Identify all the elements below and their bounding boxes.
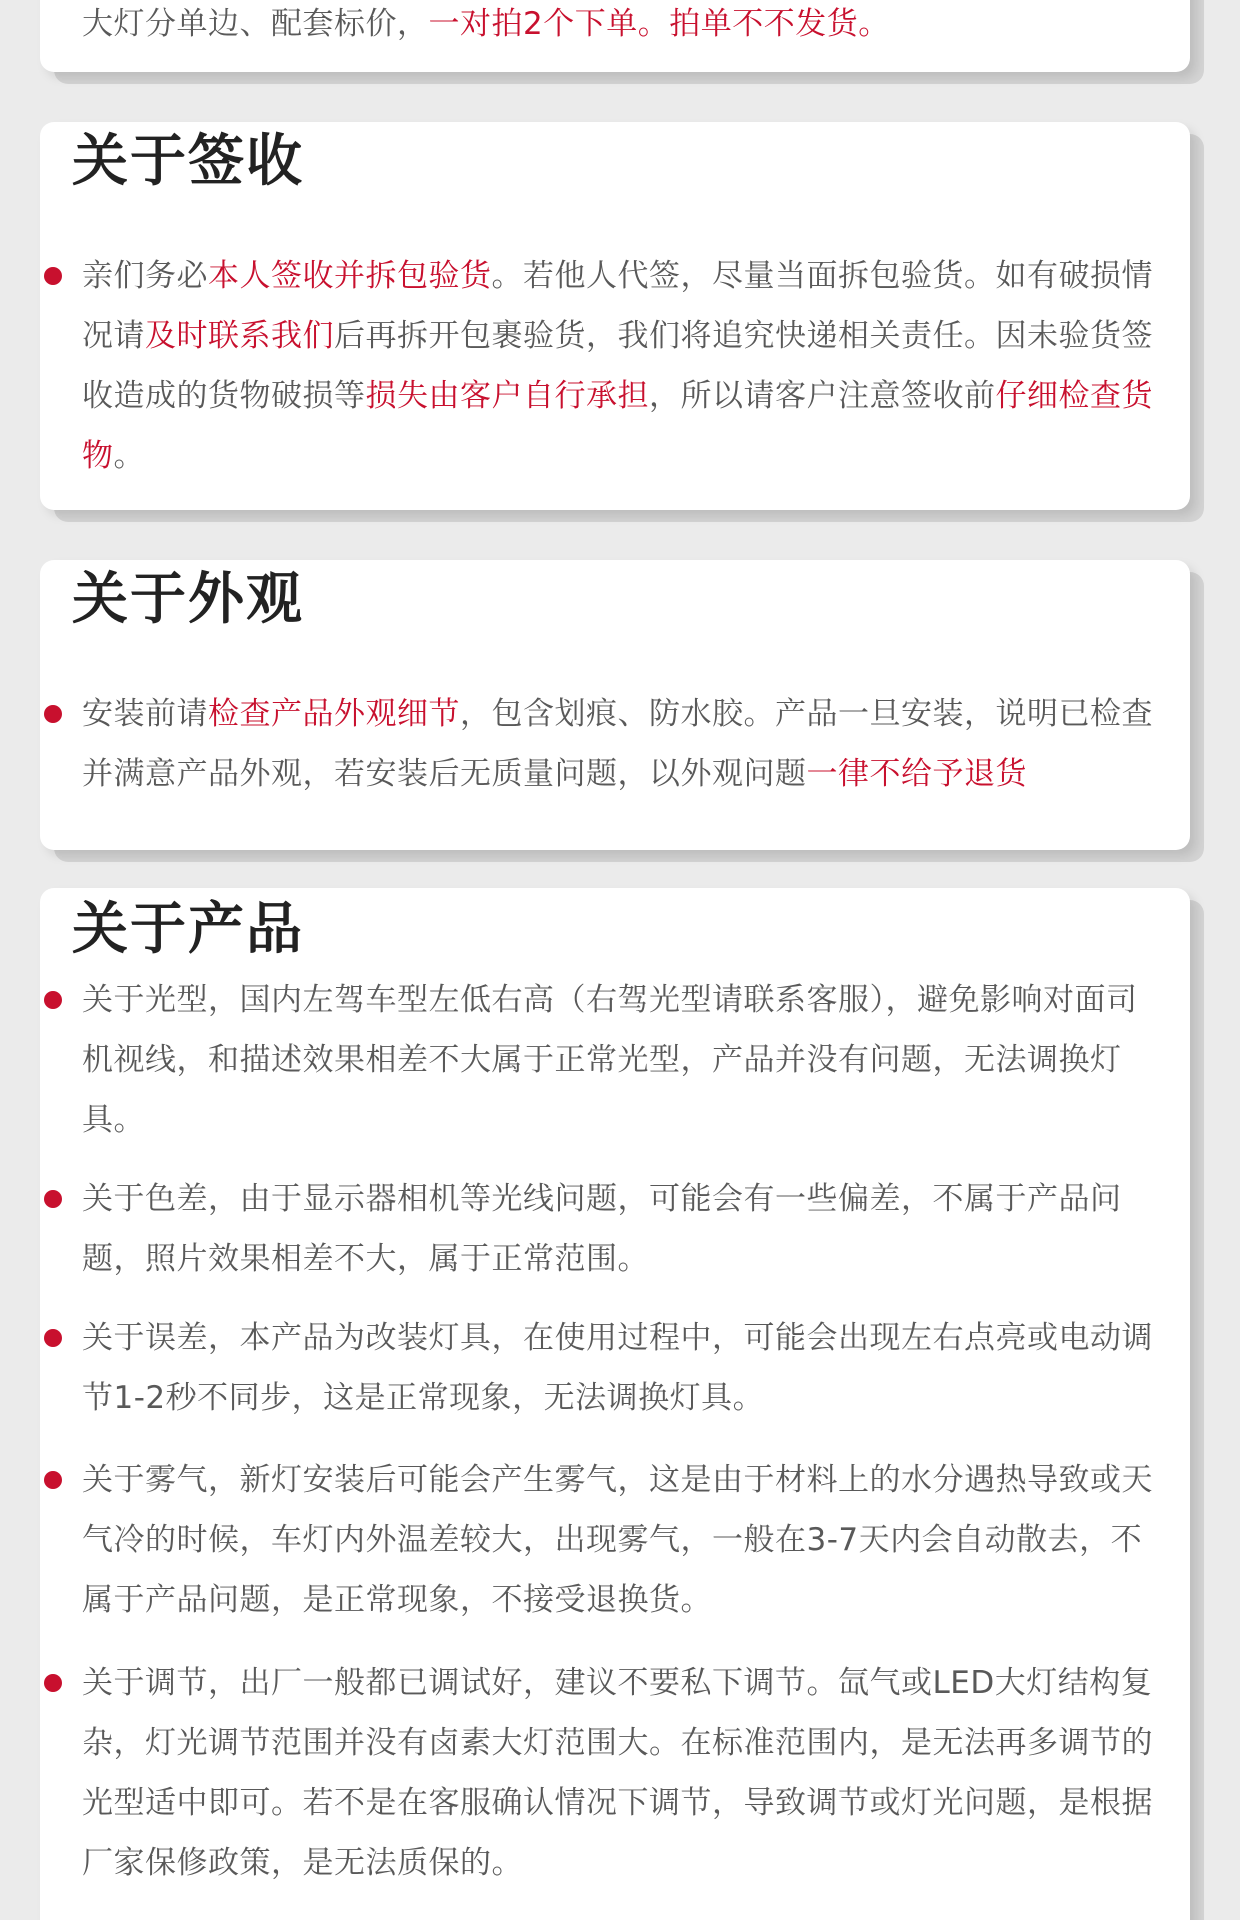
appearance-highlight-1: 检查产品外观细节 xyxy=(208,696,460,732)
product-item-color-difference xyxy=(82,1169,1162,1289)
product-item-fog xyxy=(82,1450,1162,1630)
bullet-dot-icon xyxy=(44,1329,62,1347)
product-item-text: 关于误差，本产品为改装灯具，在使用过程中，可能会出现左右点亮或电动调节1-2秒不同步，这是正常现象，无法调换灯具。 xyxy=(82,1320,1153,1416)
purchase-note-plain: 大灯分单边、配套标价， xyxy=(82,6,429,42)
appearance-section-title: 关于外观 xyxy=(72,567,304,632)
appearance-card xyxy=(40,560,1190,850)
sign-section-title: 关于签收 xyxy=(72,129,304,194)
sign-text-2: 。若他人代签，尽量当面拆包验货。如有破损情况请 xyxy=(82,258,1153,354)
sign-paragraph-text xyxy=(82,246,1162,486)
purchase-notice-card xyxy=(40,0,1190,72)
product-section-title: 关于产品 xyxy=(72,897,304,962)
product-item-light-pattern xyxy=(82,970,1162,1150)
sign-text-1: 亲们务必 xyxy=(82,258,208,294)
sign-text-5: 。 xyxy=(113,438,145,474)
sign-highlight-4: 仔细检查货物 xyxy=(82,378,1153,474)
bullet-dot-icon xyxy=(44,267,62,285)
product-item-adjustment xyxy=(82,1653,1162,1893)
purchase-note-highlight: 一对拍2个下单。拍单不不发货。 xyxy=(428,6,890,42)
appearance-highlight-2: 一律不给予退货 xyxy=(806,756,1027,792)
sign-highlight-3: 损失由客户自行承担 xyxy=(365,378,649,414)
bullet-dot-icon xyxy=(44,705,62,723)
bullet-dot-icon xyxy=(44,1471,62,1489)
appearance-text-2: ，包含划痕、防水胶。产品一旦安装，说明已检查并满意产品外观，若安装后无质量问题，以外观问题 xyxy=(82,696,1153,792)
product-card xyxy=(40,888,1190,1920)
product-item-text: 关于调节，出厂一般都已调试好，建议不要私下调节。氙气或LED大灯结构复杂，灯光调节范围并没有卤素大灯范围大。在标准范围内，是无法再多调节的光型适中即可。若不是在客服确认情况下调节，导致调节或灯光问题，是根据厂家保修政策，是无法质保的。 xyxy=(82,1665,1153,1881)
sign-paragraph xyxy=(82,246,1162,486)
appearance-paragraph xyxy=(82,684,1162,804)
sign-highlight-2: 及时联系我们 xyxy=(145,318,334,354)
sign-for-delivery-card xyxy=(40,122,1190,510)
sign-text-4: ，所以请客户注意签收前 xyxy=(649,378,996,414)
sign-text-3: 后再拆开包裹验货，我们将追究快递相关责任。因未验货签收造成的货物破损等 xyxy=(82,318,1153,414)
appearance-paragraph-text xyxy=(82,684,1162,804)
purchase-notice-text xyxy=(82,4,1162,44)
product-item-text: 关于光型，国内左驾车型左低右高（右驾光型请联系客服），避免影响对面司机视线，和描述效果相差不大属于正常光型，产品并没有问题，无法调换灯具。 xyxy=(82,982,1138,1138)
bullet-dot-icon xyxy=(44,1190,62,1208)
bullet-dot-icon xyxy=(44,1674,62,1692)
product-item-text: 关于色差，由于显示器相机等光线问题，可能会有一些偏差，不属于产品问题，照片效果相差不大，属于正常范围。 xyxy=(82,1181,1122,1277)
appearance-text-1: 安装前请 xyxy=(82,696,208,732)
bullet-dot-icon xyxy=(44,991,62,1009)
sign-highlight-1: 本人签收并拆包验货 xyxy=(208,258,492,294)
product-item-text: 关于雾气，新灯安装后可能会产生雾气，这是由于材料上的水分遇热导致或天气冷的时候，车灯内外温差较大，出现雾气，一般在3-7天内会自动散去，不属于产品问题，是正常现象，不接受退换货。 xyxy=(82,1462,1153,1618)
product-item-error xyxy=(82,1308,1162,1428)
